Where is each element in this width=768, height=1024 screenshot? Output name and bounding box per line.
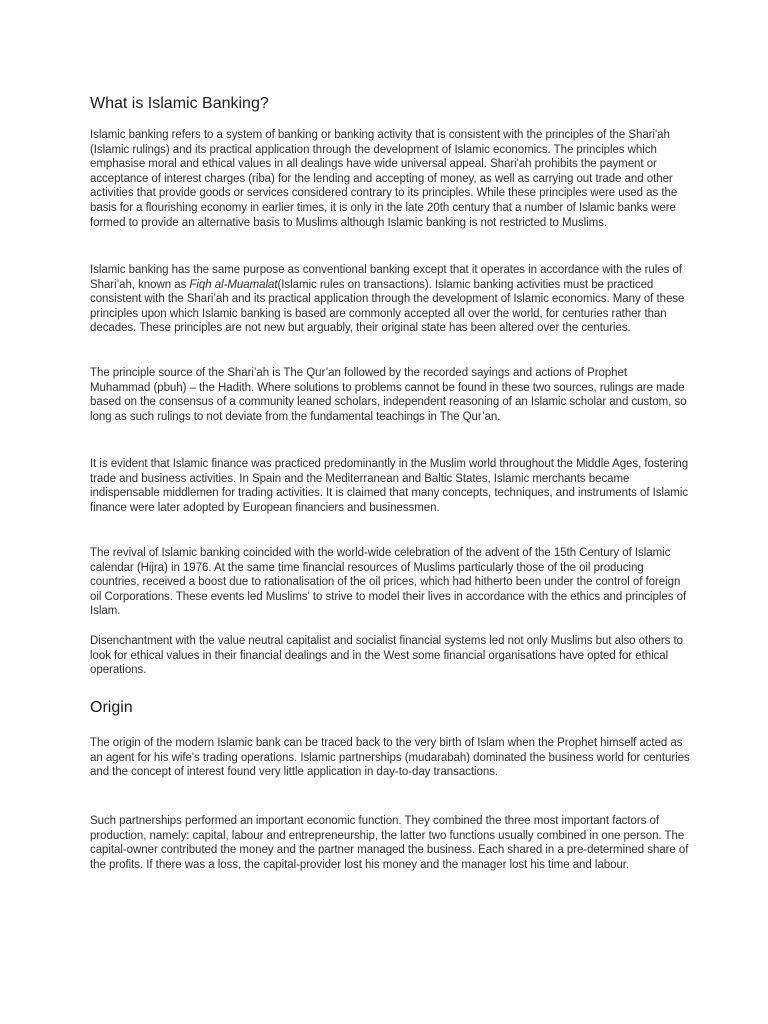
section-heading-what-is-islamic-banking: What is Islamic Banking? [90, 95, 269, 112]
paragraph [90, 263, 690, 336]
paragraph: Disenchantment with the value neutral capitalist and socialist financial systems led not only Muslims but also others to look for ethical values in their financial dealings and in the West some financial organisations have opted for ethical operations. [90, 635, 683, 677]
paragraph: It is evident that Islamic finance was practiced predominantly in the Muslim world throughout the Middle Ages, fostering trade and business activities. In Spain and the Mediterranean and Baltic States, Islamic merchants became indispensable middlemen for trading activities. It is claimed that many concepts, techniques, and instruments of Islamic finance were later adopted by European financiers and businessmen. [90, 458, 689, 514]
section-heading-origin: Origin [90, 699, 133, 716]
italic-term: Fiqh al-Muamalat [189, 278, 278, 291]
paragraph: The origin of the modern Islamic bank can be traced back to the very birth of Islam when the Prophet himself acted as an agent for his wife's trading operations. Islamic partnerships (mudarabah) dominated the business world for centuries and the concept of interest found very little application in day-to-day transactions. [90, 737, 690, 779]
paragraph: The revival of Islamic banking coincided with the world-wide celebration of the advent of the 15th Century of Islamic calendar (Hijra) in 1976. At the same time financial resources of Muslims particularly those of the oil producing countries, received a boost due to rationalisation of the oil prices, which had hitherto been under the control of foreign oil Corporations. These events led Muslims' to strive to model their lives in accordance with the ethics and principles of Islam. [90, 547, 687, 618]
paragraph-text: (Islamic rules on transactions). Islamic banking activities must be practiced consistent with the Shari’ah and its practical application through the development of Islamic economics. Many of these principles upon which Islamic banking is based are commonly accepted all over the world, for centuries rather than decades. These principles are not new but arguably, their original state has been altered over the centuries. [90, 278, 685, 335]
paragraph: Such partnerships performed an important economic function. They combined the three most important factors of production, namely: capital, labour and entrepreneurship, the latter two functions usually combined in one person. The capital-owner contributed the money and the partner managed the business. Each shared in a pre-determined share of the profits. If there was a loss, the capital-provider lost his money and the manager lost his time and labour. [90, 815, 689, 871]
paragraph: The principle source of the Shari’ah is The Qur’an followed by the recorded sayings and actions of Prophet Muhammad (pbuh) – the Hadith. Where solutions to problems cannot be found in these two sources, rulings are made based on the consensus of a community leaned scholars, independent reasoning of an Islamic scholar and custom, so long as such rulings to not deviate from the fundamental teachings in The Qur’an. [90, 367, 687, 423]
paragraph-text: Islamic banking has the same purpose as conventional banking except that it operates in accordance with the rules of Shari’ah, known as [90, 264, 682, 291]
paragraph: Islamic banking refers to a system of banking or banking activity that is consistent with the principles of the Shari'ah (Islamic rulings) and its practical application through the development of Islamic economics. The principles which emphasise moral and ethical values in all dealings have wide universal appeal. Shari'ah prohibits the payment or acceptance of interest charges (riba) for the lending and accepting of money, as well as carrying out trade and other activities that provide goods or services considered contrary to its principles. While these principles were used as the basis for a flourishing economy in earlier times, it is only in the late 20th century that a number of Islamic banks were formed to provide an alternative basis to Muslims although Islamic banking is not restricted to Muslims. [90, 129, 678, 229]
